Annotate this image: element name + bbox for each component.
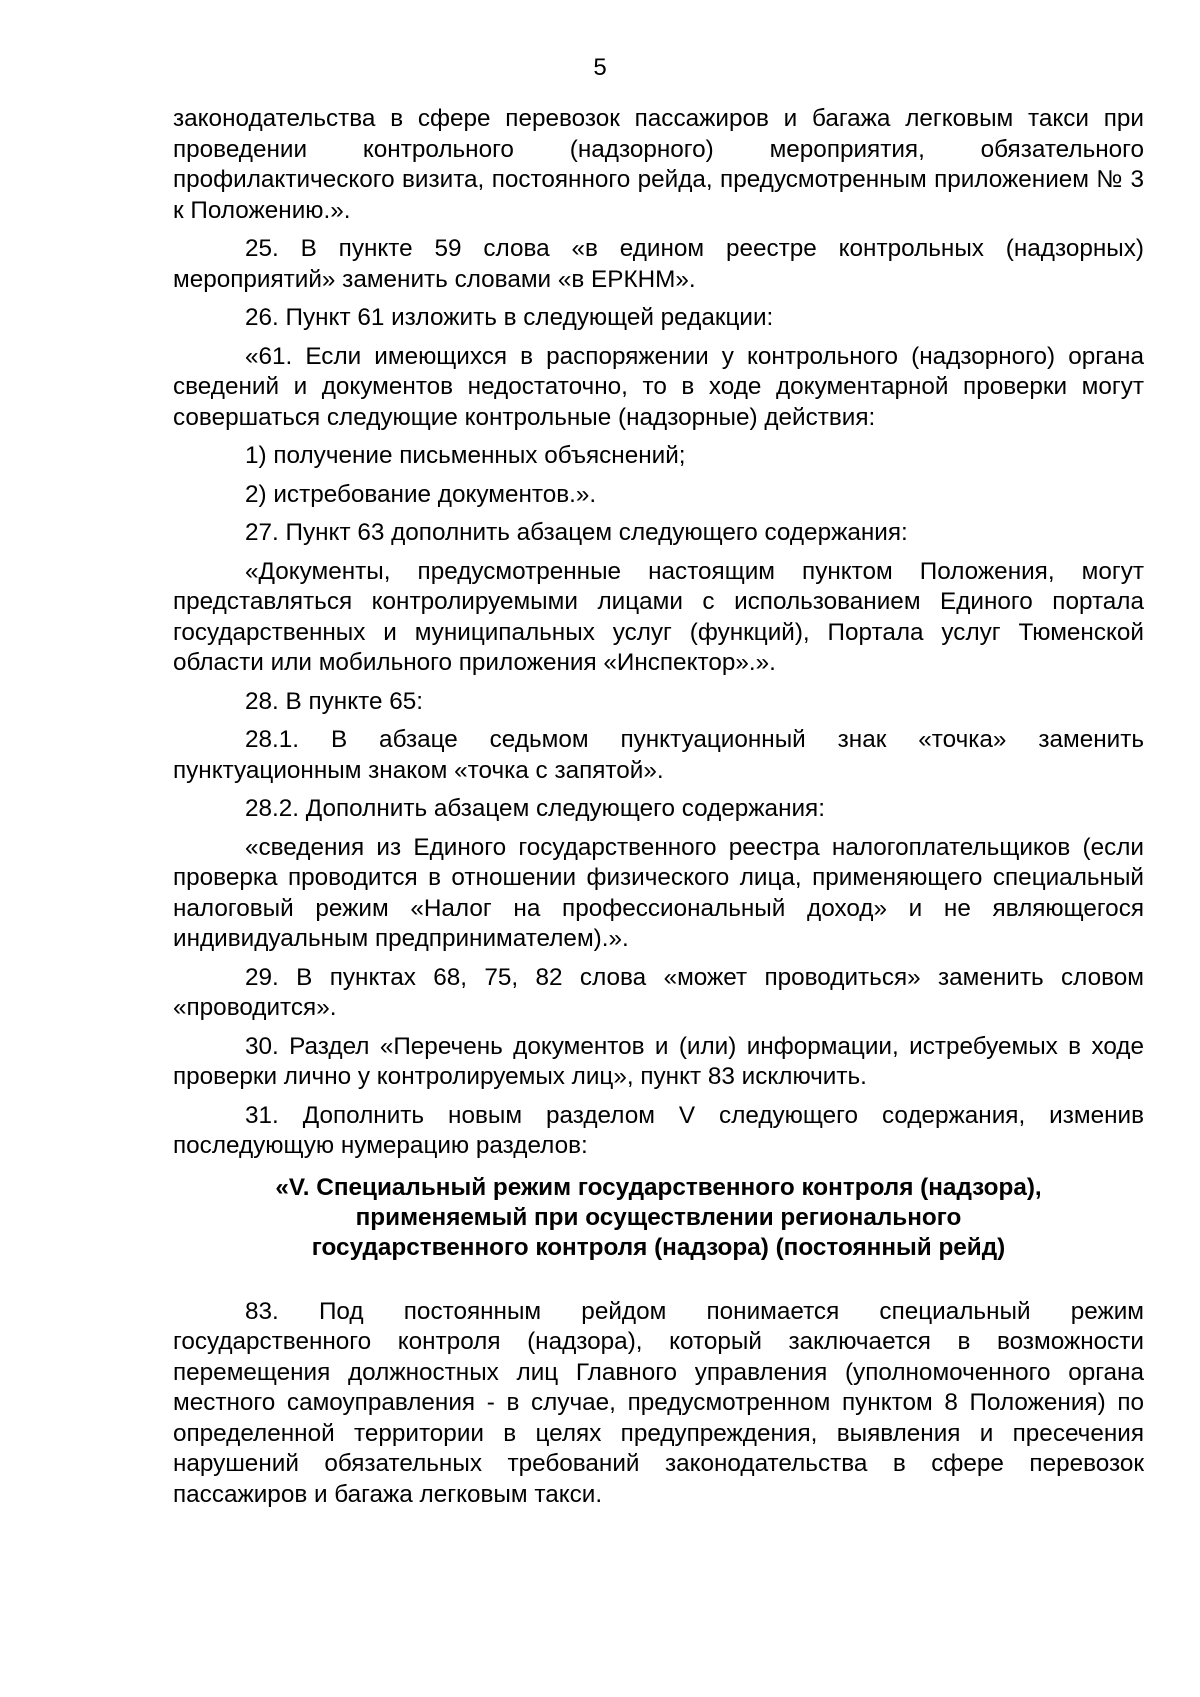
- paragraph-item-28-1: 28.1. В абзаце седьмом пунктуационный знак «точка» заменить пунктуационным знаком «точка с запятой».: [173, 726, 1144, 784]
- paragraph-item-28: 28. В пункте 65:: [245, 687, 424, 715]
- section-heading: [173, 1173, 1144, 1263]
- paragraph-continuation: законодательства в сфере перевозок пассажиров и багажа легковым такси при проведении контрольного (надзорного) мероприятия, обязательного профилактического визита, постоянного рейда, предусмотренным приложением № 3 к Положению.».: [173, 105, 1144, 224]
- paragraph-item-26: 26. Пункт 61 изложить в следующей редакции:: [245, 304, 774, 331]
- section-heading-line-3: государственного контроля (надзора) (постоянный рейд): [311, 1233, 1006, 1261]
- paragraph-item-29: 29. В пунктах 68, 75, 82 слова «может проводиться» заменить словом «проводится».: [173, 963, 1144, 1021]
- paragraph-item-27-quote: «Документы, предусмотренные настоящим пунктом Положения, могут представляться контролируемыми лицами с использованием Единого портала государственных и муниципальных услуг (функций), Портала услуг Тюменской области или мобильного приложения «Инспектор».».: [173, 557, 1144, 676]
- paragraph-item-61-quote: «61. Если имеющихся в распоряжении у контрольного (надзорного) органа сведений и документов недостаточно, то в ходе документарной проверки могут совершаться следующие контрольные (надзорные) действия:: [173, 342, 1144, 431]
- paragraph-item-28-2-quote: «сведения из Единого государственного реестра налогоплательщиков (если проверка проводится в отношении физического лица, применяющего специальный налоговый режим «Налог на профессиональный доход» и не являющегося индивидуальным предпринимателем).».: [173, 833, 1144, 952]
- page-number: 5: [593, 54, 607, 81]
- paragraph-item-31: 31. Дополнить новым разделом V следующего содержания, изменив последующую нумерацию разделов:: [173, 1101, 1144, 1159]
- paragraph-item-30: 30. Раздел «Перечень документов и (или) информации, истребуемых в ходе проверки лично у контролируемых лиц», пункт 83 исключить.: [173, 1032, 1144, 1090]
- paragraph-item-27: 27. Пункт 63 дополнить абзацем следующего содержания:: [245, 519, 908, 546]
- section-heading-line-1: «V. Специальный режим государственного контроля (надзора),: [275, 1173, 1042, 1201]
- paragraph-item-83: 83. Под постоянным рейдом понимается специальный режим государственного контроля (надзора), который заключается в возможности перемещения должностных лиц Главного управления (уполномоченного органа местного самоуправления - в случае, предусмотренном пунктом 8 Положения) по определенной территории в целях предупреждения, выявления и пресечения нарушений обязательных требований законодательства в сфере перевозок пассажиров и багажа легковым такси.: [173, 1297, 1144, 1508]
- paragraph-item-28-2: 28.2. Дополнить абзацем следующего содержания:: [245, 795, 825, 822]
- document-body: [173, 104, 1144, 1510]
- paragraph-subitem-2: 2) истребование документов.».: [245, 480, 597, 508]
- paragraph-subitem-1: 1) получение письменных объяснений;: [245, 442, 686, 469]
- section-heading-line-2: применяемый при осуществлении регионального: [355, 1203, 962, 1231]
- paragraph-item-25: 25. В пункте 59 слова «в едином реестре контрольных (надзорных) мероприятий» заменить словами «в ЕРКНМ».: [173, 235, 1144, 293]
